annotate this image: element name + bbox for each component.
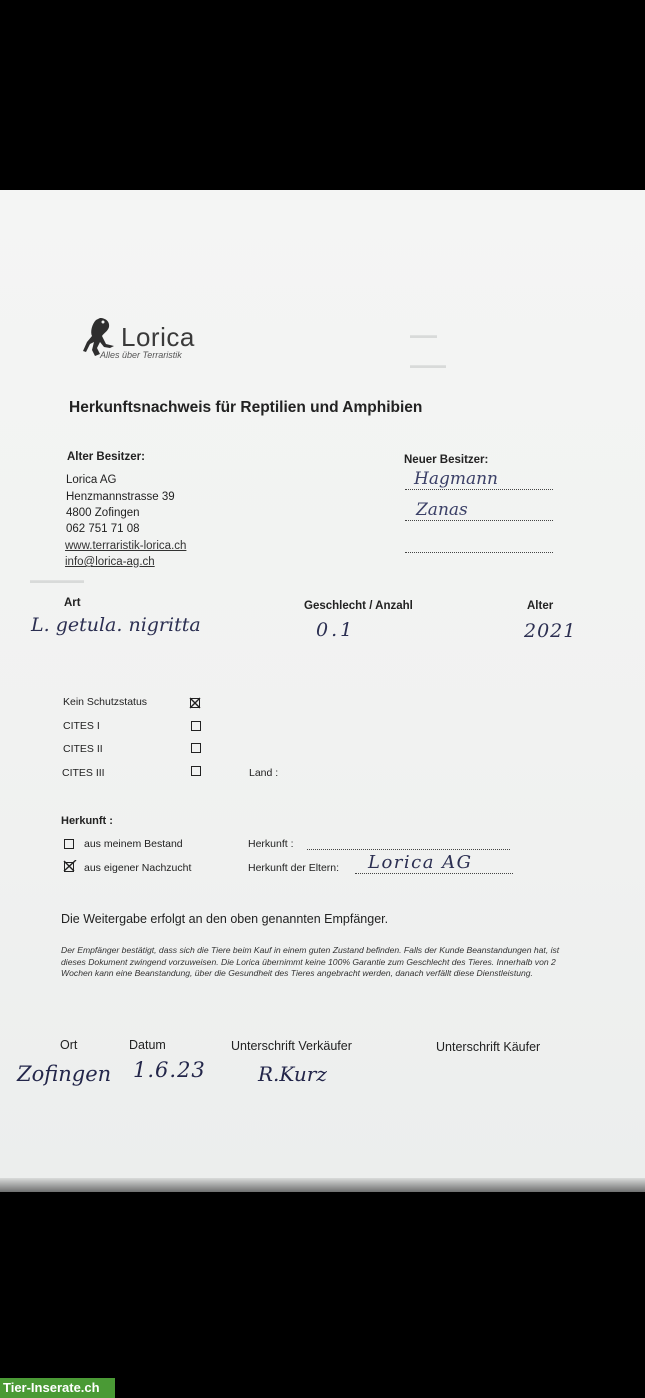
show-through-text: ▬▬▬ [410,330,437,340]
protection-checkbox-cites2[interactable] [191,743,201,753]
land-label: Land : [249,767,279,779]
show-through-text: ▬▬▬▬ [410,360,446,370]
date-value: 1.6.23 [133,1058,206,1082]
origin-option-breeding: aus eigener Nachzucht [84,862,192,874]
logo-name: Lorica [121,322,195,352]
new-owner-line-2 [405,520,553,521]
species-value: L. getula. nigritta [31,614,201,636]
protection-label-cites1: CITES I [63,720,100,732]
age-value: 2021 [524,620,577,642]
place-label: Ort [60,1038,78,1052]
protection-checkbox-none[interactable] [190,698,200,708]
logo-tagline: Alles über Terraristik [100,350,182,360]
email-link[interactable]: info@lorica-ag.ch [65,556,155,568]
new-owner-firstname: Zanas [416,500,468,520]
protection-label-cites2: CITES II [63,743,103,755]
parents-origin-line [355,873,513,874]
page-bottom-edge [0,1178,645,1192]
checkmark-x-icon [63,860,77,872]
old-owner-heading: Alter Besitzer: [67,451,145,463]
old-owner-city: 4800 Zofingen [66,507,140,519]
buyer-signature-label: Unterschrift Käufer [436,1040,541,1054]
parents-origin-value: Lorica AG [368,852,473,873]
seller-signature: R.Kurz [258,1062,327,1086]
transfer-statement: Die Weitergabe erfolgt an den oben genannten Empfänger. [61,912,389,926]
herkunft-line [307,849,510,850]
new-owner-line-3 [405,552,553,553]
origin-heading: Herkunft : [61,815,113,827]
parents-origin-label: Herkunft der Eltern: [248,862,340,874]
website-link[interactable]: www.terraristik-lorica.ch [65,540,187,552]
sex-count-value: 0.1 [316,619,356,641]
date-label: Datum [129,1038,166,1052]
new-owner-name: Hagmann [414,469,498,489]
old-owner-street: Henzmannstrasse 39 [66,491,175,503]
place-value: Zofingen [17,1062,112,1086]
seller-signature-label: Unterschrift Verkäufer [231,1039,352,1053]
origin-option-stock: aus meinem Bestand [84,838,183,850]
origin-checkbox-stock[interactable] [64,839,74,849]
disclaimer-text: Der Empfänger bestätigt, dass sich die Tiere beim Kauf in einem guten Zustand befinden. Falls der Kunde Beanstandungen hat, ist dieses Dokument zwingend vorzuweisen. Die Lorica übernimmt keine 100% Garantie zum Geschlecht des Tieres. Innerhalb von 2 Wochen kann eine Beanstandung, über die Gesundheit des Tieres angebracht werden, danach verfällt diese Dienstleistung. [61,945,560,978]
protection-checkbox-cites1[interactable] [191,721,201,731]
sex-count-label: Geschlecht / Anzahl [304,600,413,612]
origin-checkbox-breeding[interactable] [64,862,74,872]
old-owner-phone: 062 751 71 08 [66,523,140,535]
age-label: Alter [527,600,554,612]
new-owner-line-1 [405,489,553,490]
herkunft-label: Herkunft : [248,838,294,850]
species-label: Art [64,597,81,609]
watermark-badge: Tier-Inserate.ch [0,1378,115,1398]
page-title: Herkunftsnachweis für Reptilien und Amphibien [69,399,423,416]
show-through-text: ▬▬▬▬▬▬ [30,575,84,585]
new-owner-heading: Neuer Besitzer: [404,454,489,466]
protection-label-cites3: CITES III [62,767,105,779]
protection-label-none: Kein Schutzstatus [63,696,148,708]
protection-checkbox-cites3[interactable] [191,766,201,776]
checkmark-x-icon [189,697,201,709]
old-owner-company: Lorica AG [66,474,117,486]
